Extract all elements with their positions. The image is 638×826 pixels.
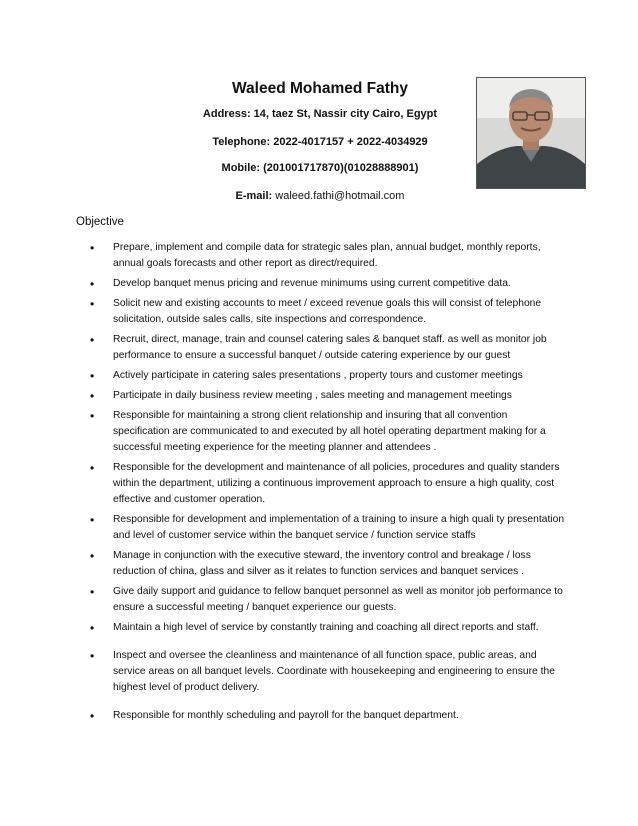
list-item: • Inspect and oversee the cleanliness and maintenance of all function space, public areas, and service areas on all banquet levels. Coordinate with housekeeping and engineering to ensure the highest level of product delivery. [86,648,566,696]
email-value: waleed.fathi@hotmail.com [272,190,405,202]
list-item: • Recruit, direct, manage, train and counsel catering sales & banquet staff. as well as monitor job performance to ensure a successful banquet / outside catering experience by our guest [86,332,566,364]
list-item: • Participate in daily business review meeting , sales meeting and management meetings [86,388,566,404]
list-item: • Actively participate in catering sales presentations , property tours and customer meetings [86,368,566,384]
telephone-line: Telephone: 2022-4017157 + 2022-4034929 [212,136,428,148]
list-item: • Maintain a high level of service by constantly training and coaching all direct reports and staff. [86,620,566,636]
list-item: • Responsible for the development and maintenance of all policies, procedures and quality standers within the department, utilizing a continuous improvement approach to ensure a high quality, cost effective and customer operation. [86,460,566,508]
address-line: Address: 14, taez St, Nassir city Cairo, Egypt [202,108,438,120]
email-line [150,190,490,202]
profile-photo-image [477,78,585,188]
list-item: • Develop banquet menus pricing and revenue minimums using current competitive data. [86,276,566,292]
list-item: • Solicit new and existing accounts to meet / exceed revenue goals this will consist of telephone solicitation, outside sales calls, site inspections and correspondence. [86,296,566,328]
profile-photo [476,77,586,189]
email-label: E-mail: [235,190,273,202]
list-item: • Give daily support and guidance to fellow banquet personnel as well as monitor job performance to ensure a successful meeting / banquet experience our guests. [86,584,566,616]
list-item: • Responsible for maintaining a strong client relationship and insuring that all convention specification are communicated to and executed by all hotel operating department making for a successful meeting experience for the meeting planner and attendees . [86,408,566,456]
mobile-line: Mobile: (201001717870)(01028888901) [221,162,419,174]
list-item: • Manage in conjunction with the executive steward, the inventory control and breakage / loss reduction of china, glass and silver as it relates to function services and banquet services . [86,548,566,580]
objective-list [86,240,566,728]
list-item: • Responsible for development and implementation of a training to insure a high quali ty presentation and level of customer service within the banquet service / function service staffs [86,512,566,544]
list-item: • Prepare, implement and compile data for strategic sales plan, annual budget, monthly reports, annual goals forecasts and other report as direct/required. [86,240,566,272]
objective-heading: Objective [76,216,124,228]
list-item: • Responsible for monthly scheduling and payroll for the banquet department. [86,708,566,724]
candidate-name: Waleed Mohamed Fathy [232,80,408,97]
